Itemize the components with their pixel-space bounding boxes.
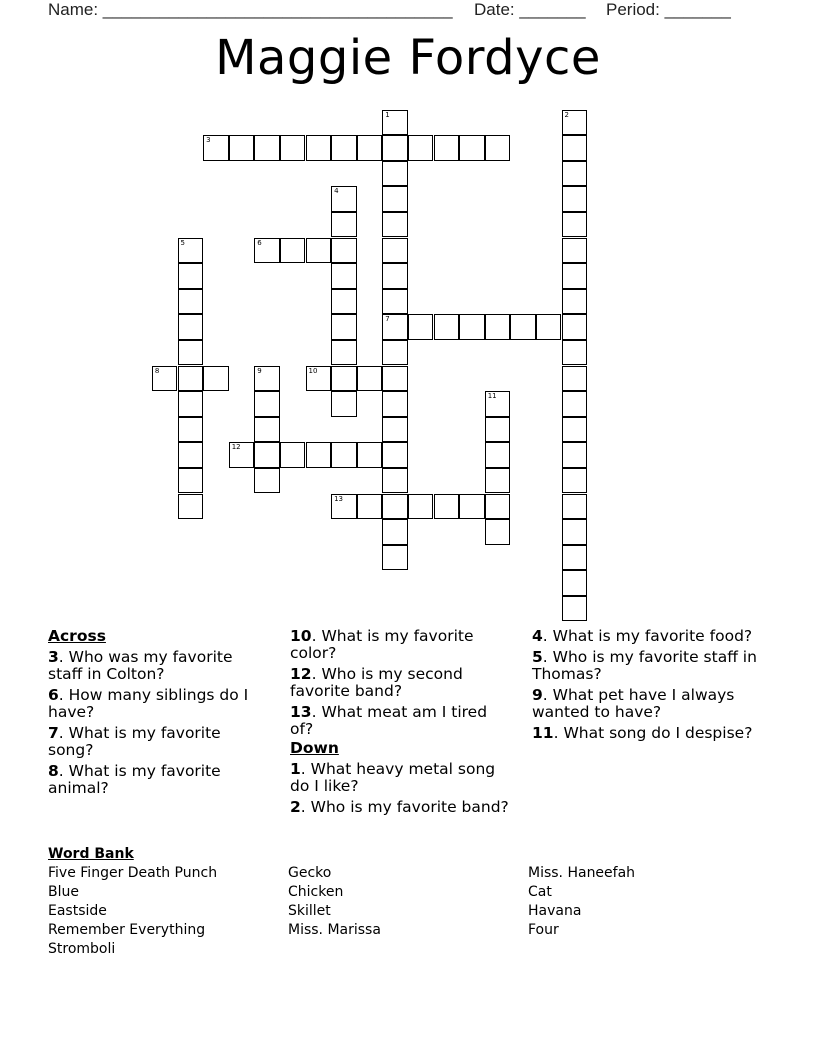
clue-text: Who is my favorite staff in Thomas? [532,648,757,683]
word-bank-column-1 [48,864,217,959]
clue-1: 1. What heavy metal song do I like? [290,760,496,795]
grid-cell[interactable] [536,314,562,340]
grid-cell[interactable] [485,442,511,468]
clue-text: What song do I despise? [563,724,753,742]
grid-cell[interactable] [510,314,536,340]
clue-10: 10. What is my favorite color? [290,627,474,662]
grid-cell[interactable] [562,340,588,366]
grid-cell-number: 7 [385,315,390,324]
grid-cell[interactable] [485,391,511,417]
grid-cell[interactable] [562,135,588,161]
grid-cell[interactable] [178,340,204,366]
grid-cell[interactable] [382,442,408,468]
grid-cell[interactable] [178,442,204,468]
grid-cell[interactable] [485,417,511,443]
grid-cell[interactable] [408,314,434,340]
word-bank-title: Word Bank [48,846,134,862]
grid-cell[interactable] [562,314,588,340]
clue-number: 8 [48,762,59,780]
grid-cell[interactable] [331,263,357,289]
grid-cell[interactable] [562,545,588,571]
grid-cell-number: 5 [180,238,185,247]
clue-number: 5 [532,648,543,666]
grid-cell[interactable] [382,289,408,315]
grid-cell[interactable] [562,263,588,289]
clue-text: What is my favorite song? [48,724,221,759]
clue-number: 10 [290,627,312,645]
clue-number: 13 [290,703,312,721]
grid-cell-number: 9 [257,366,262,375]
grid-cell[interactable] [178,417,204,443]
clue-text: How many siblings do I have? [48,686,249,721]
grid-cell[interactable] [408,494,434,520]
grid-cell[interactable] [562,417,588,443]
grid-cell-number: 13 [334,494,344,503]
grid-cell[interactable] [408,135,434,161]
grid-cell[interactable] [562,596,588,622]
grid-cell[interactable] [331,391,357,417]
grid-cell[interactable] [254,391,280,417]
word-bank-entry: Cat [528,884,552,900]
clue-9: 9. What pet have I always wanted to have? [532,686,735,721]
grid-cell[interactable] [562,391,588,417]
grid-cell-number: 3 [206,136,211,145]
grid-cell[interactable] [306,135,332,161]
grid-cell-number: 2 [564,110,569,119]
grid-cell[interactable] [178,391,204,417]
grid-cell[interactable] [229,135,255,161]
grid-cell[interactable] [382,340,408,366]
clue-11: 11. What song do I despise? [532,724,753,742]
grid-cell[interactable] [357,366,383,392]
grid-cell[interactable] [459,494,485,520]
grid-cell[interactable] [562,161,588,187]
grid-cell[interactable] [434,135,460,161]
clues-column-2 [290,628,512,820]
grid-cell[interactable] [254,366,280,392]
clue-text: What is my favorite animal? [48,762,221,797]
grid-cell[interactable] [382,519,408,545]
grid-cell[interactable] [178,238,204,264]
down-clue-list [290,761,512,816]
clue-5: 5. Who is my favorite staff in Thomas? [532,648,757,683]
grid-cell[interactable] [178,263,204,289]
clue-number: 9 [532,686,543,704]
grid-cell[interactable] [485,135,511,161]
clue-6: 6. How many siblings do I have? [48,686,249,721]
grid-cell-number: 10 [308,366,318,375]
grid-cell[interactable] [178,494,204,520]
word-bank-entry: Remember Everything [48,922,206,938]
grid-cell[interactable] [331,238,357,264]
word-bank-entry: Miss. Marissa [288,922,381,938]
grid-cell[interactable] [562,110,588,136]
grid-cell[interactable] [357,494,383,520]
grid-cell[interactable] [382,212,408,238]
grid-cell[interactable] [434,314,460,340]
grid-cell[interactable] [562,468,588,494]
grid-cell[interactable] [382,238,408,264]
clue-number: 3 [48,648,59,666]
word-bank-column-2 [288,864,381,940]
puzzle-title: Maggie Fordyce [215,30,601,86]
clue-number: 7 [48,724,59,742]
clue-text: What is my favorite food? [552,627,753,645]
word-bank-entry: Five Finger Death Punch [48,865,218,881]
grid-cell-number: 1 [385,110,390,119]
grid-cell[interactable] [459,135,485,161]
grid-cell[interactable] [562,238,588,264]
clue-2: 2. Who is my favorite band? [290,798,509,816]
grid-cell[interactable] [562,519,588,545]
clue-text: What pet have I always wanted to have? [532,686,735,721]
across-clue-list [48,649,268,797]
grid-cell[interactable] [357,442,383,468]
grid-cell[interactable] [562,186,588,212]
down-heading: Down [290,739,339,757]
date-field: Date: _______ [474,0,586,19]
grid-cell[interactable] [382,263,408,289]
word-bank-entry: Havana [528,903,582,919]
grid-cell[interactable] [382,494,408,520]
down-clue-list-continued [532,628,768,742]
clue-text: What is my favorite color? [290,627,474,662]
grid-cell[interactable] [562,442,588,468]
word-bank-column-3 [528,864,635,940]
period-field: Period: _______ [606,0,731,19]
clue-text: What heavy metal song do I like? [290,760,496,795]
across-heading: Across [48,627,106,645]
word-bank-entry: Four [528,922,559,938]
grid-cell[interactable] [562,212,588,238]
word-bank-entry: Blue [48,884,79,900]
grid-cell-number: 8 [154,366,160,375]
word-bank-entry: Stromboli [48,941,116,957]
grid-cell-number: 12 [231,443,241,452]
grid-cell[interactable] [280,238,306,264]
grid-cell[interactable] [382,417,408,443]
grid-cell[interactable] [485,314,511,340]
grid-cell[interactable] [178,468,204,494]
grid-cell[interactable] [382,135,408,161]
grid-cell[interactable] [382,366,408,392]
clue-text: Who was my favorite staff in Colton? [48,648,233,683]
clue-text: What meat am I tired of? [290,703,488,738]
grid-cell[interactable] [434,494,460,520]
grid-cell[interactable] [203,366,229,392]
clue-number: 12 [290,665,312,683]
grid-cell[interactable] [229,442,255,468]
clue-number: 1 [290,760,301,778]
grid-cell-number: 4 [334,187,339,196]
clues-column-1 [48,628,268,801]
grid-cell[interactable] [254,417,280,443]
clue-13: 13. What meat am I tired of? [290,703,488,738]
clue-3: 3. Who was my favorite staff in Colton? [48,648,233,683]
grid-cell[interactable] [306,442,332,468]
clue-8: 8. What is my favorite animal? [48,762,221,797]
grid-cell-number: 11 [487,392,497,401]
word-bank-entry: Skillet [288,903,331,919]
grid-cell[interactable] [331,494,357,520]
grid-cell[interactable] [306,238,332,264]
grid-cell[interactable] [459,314,485,340]
clue-text: Who is my favorite band? [310,798,509,816]
grid-cell[interactable] [331,366,357,392]
grid-cell[interactable] [178,366,204,392]
grid-cell[interactable] [485,494,511,520]
clue-12: 12. Who is my second favorite band? [290,665,463,700]
grid-cell[interactable] [382,468,408,494]
grid-cell[interactable] [382,161,408,187]
grid-cell[interactable] [254,238,280,264]
grid-cell[interactable] [152,366,178,392]
clues-column-3 [532,628,768,746]
grid-cell[interactable] [178,314,204,340]
grid-cell[interactable] [357,135,383,161]
clue-7: 7. What is my favorite song? [48,724,221,759]
grid-cell[interactable] [485,468,511,494]
grid-cell[interactable] [306,366,332,392]
grid-cell[interactable] [382,110,408,136]
grid-cell[interactable] [331,212,357,238]
name-field: Name: _____________________________________ [48,0,453,19]
grid-cell[interactable] [382,545,408,571]
word-bank-entry: Eastside [48,903,107,919]
grid-cell[interactable] [331,289,357,315]
grid-cell[interactable] [331,186,357,212]
grid-cell[interactable] [254,468,280,494]
grid-cell[interactable] [382,314,408,340]
grid-cell-number: 6 [257,238,262,247]
clue-number: 4 [532,627,543,645]
clue-number: 11 [532,724,554,742]
clue-text: Who is my second favorite band? [290,665,463,700]
grid-cell[interactable] [254,442,280,468]
grid-cell[interactable] [280,135,306,161]
grid-cell[interactable] [331,340,357,366]
clue-4: 4. What is my favorite food? [532,627,753,645]
grid-cell[interactable] [382,186,408,212]
grid-cell[interactable] [178,289,204,315]
grid-cell[interactable] [562,366,588,392]
across-clue-list-continued [290,628,512,738]
grid-cell[interactable] [485,519,511,545]
grid-cell[interactable] [562,570,588,596]
word-bank-entry: Miss. Haneefah [528,865,636,881]
grid-cell[interactable] [254,135,280,161]
clue-number: 6 [48,686,59,704]
grid-cell[interactable] [331,442,357,468]
grid-cell[interactable] [331,135,357,161]
clue-number: 2 [290,798,301,816]
grid-cell[interactable] [280,442,306,468]
grid-cell[interactable] [562,289,588,315]
grid-cell[interactable] [331,314,357,340]
grid-cell[interactable] [203,135,229,161]
grid-cell[interactable] [562,494,588,520]
grid-cell[interactable] [382,391,408,417]
word-bank-entry: Chicken [288,884,344,900]
word-bank-entry: Gecko [288,865,332,881]
